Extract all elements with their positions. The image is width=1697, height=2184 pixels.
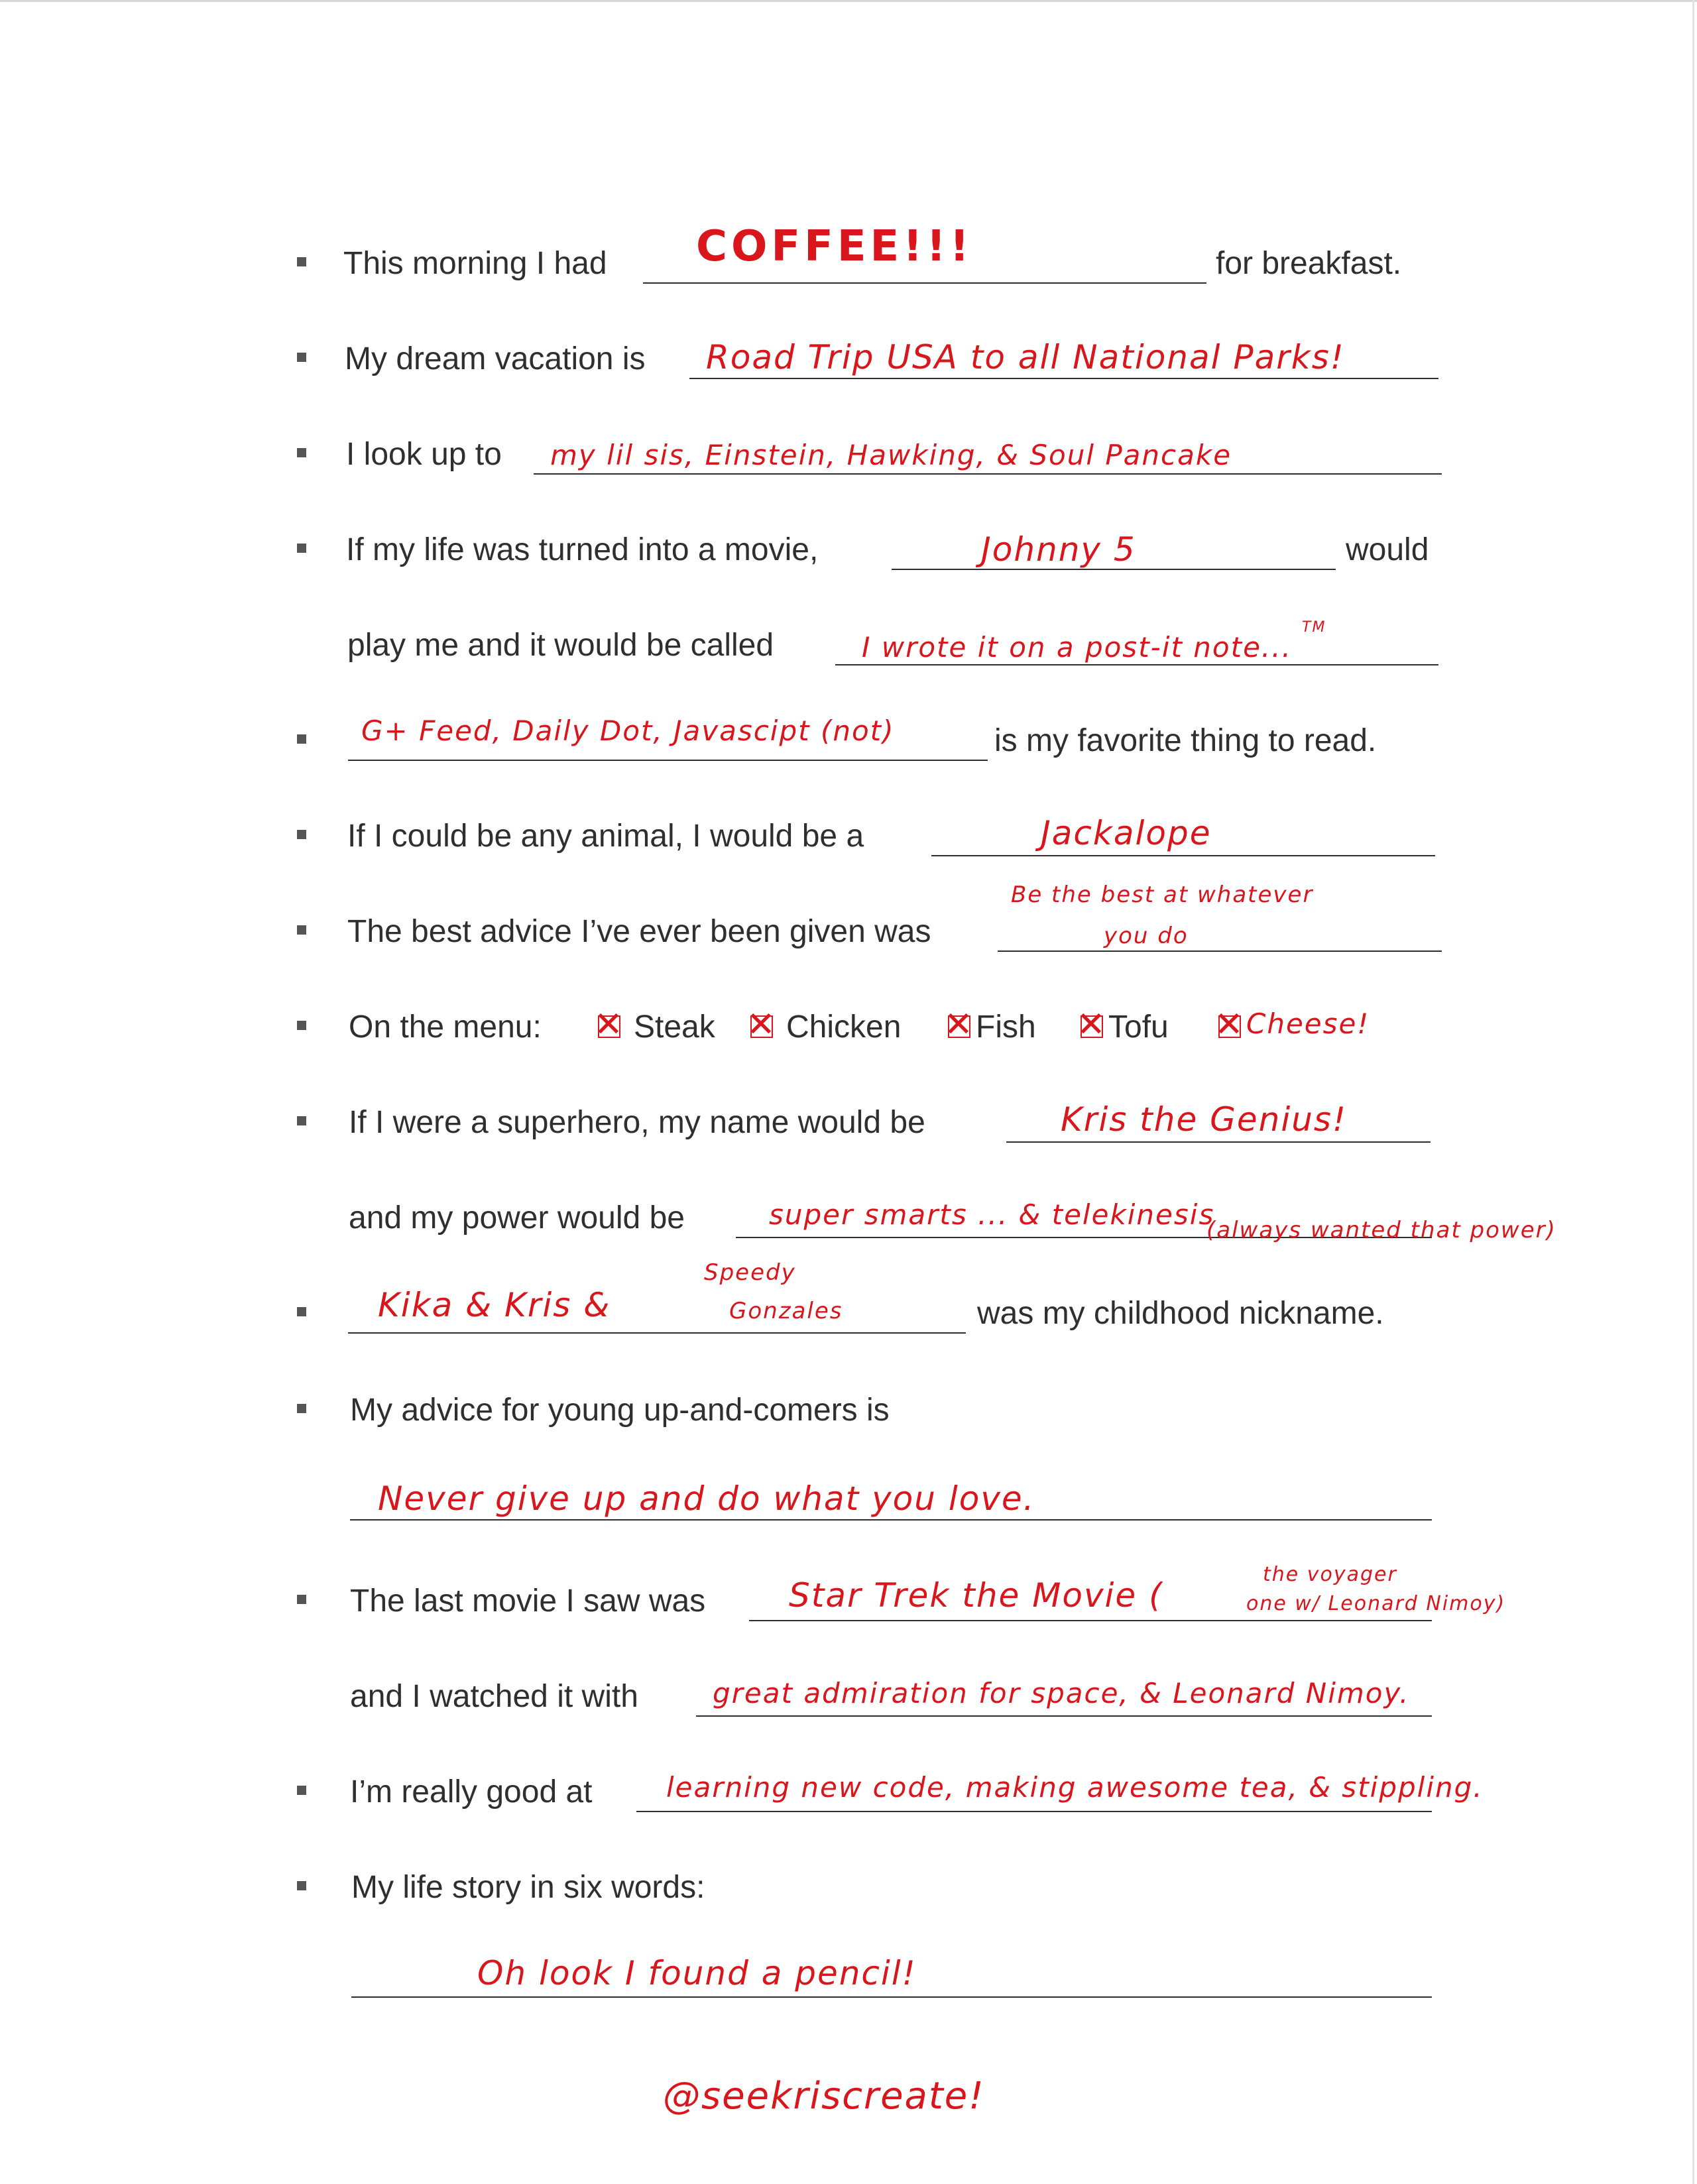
watched-with-answer: great admiration for space, & Leonard Nimoy.: [713, 1677, 1410, 1709]
menu-item-tofu: Tofu: [1108, 1009, 1169, 1045]
nickname-suffix: was my childhood nickname.: [977, 1296, 1384, 1331]
menu-item-fish: Fish: [976, 1009, 1036, 1045]
bullet: [297, 1116, 306, 1125]
signature-handle: @seekriscreate!: [663, 2075, 985, 2118]
bullet: [297, 1021, 306, 1030]
read-suffix: is my favorite thing to read.: [994, 723, 1377, 758]
movie-title-prefix: play me and it would be called: [347, 628, 774, 663]
bullet: [297, 1595, 306, 1604]
breakfast-prefix: This morning I had: [343, 246, 607, 281]
bullet: [297, 925, 306, 935]
good-at-answer: learning new code, making awesome tea, & stippling.: [666, 1771, 1484, 1804]
advice-young-prefix: My advice for young up-and-comers is: [350, 1393, 890, 1428]
vacation-blank[interactable]: [689, 378, 1438, 379]
trademark-mark: TM: [1302, 619, 1326, 636]
advice-given-answer-line2: you do: [1104, 923, 1189, 949]
six-words-answer: Oh look I found a pencil!: [477, 1954, 917, 1992]
advice-young-blank[interactable]: [350, 1519, 1432, 1521]
bullet: [297, 1307, 306, 1316]
last-movie-answer-bottom: one w/ Leonard Nimoy): [1246, 1592, 1506, 1615]
menu-prefix: On the menu:: [349, 1009, 542, 1045]
advice-given-prefix: The best advice I’ve ever been given was: [347, 914, 931, 949]
bullet: [297, 1404, 306, 1413]
superhero-answer: Kris the Genius!: [1061, 1100, 1347, 1139]
menu-item-cheese: Cheese!: [1246, 1007, 1370, 1040]
advice-young-answer: Never give up and do what you love.: [378, 1479, 1035, 1518]
movie-title-answer: I wrote it on a post-it note...: [862, 631, 1292, 663]
check-x-icon: ✕: [746, 1005, 776, 1045]
breakfast-suffix: for breakfast.: [1216, 246, 1402, 281]
breakfast-answer: COFFEE!!!: [696, 222, 973, 271]
superhero-blank[interactable]: [1006, 1141, 1431, 1143]
movie-blank[interactable]: [892, 569, 1336, 570]
superhero-prefix: If I were a superhero, my name would be: [349, 1105, 925, 1140]
good-at-blank[interactable]: [636, 1811, 1432, 1812]
nickname-answer-b1: Speedy: [704, 1259, 796, 1286]
last-movie-answer: Star Trek the Movie (: [789, 1576, 1163, 1615]
watched-with-prefix: and I watched it with: [350, 1679, 638, 1714]
lookup-answer: my lil sis, Einstein, Hawking, & Soul Pancake: [550, 439, 1232, 471]
good-at-prefix: I’m really good at: [350, 1774, 593, 1810]
bullet: [297, 448, 306, 457]
six-words-blank[interactable]: [351, 1996, 1432, 1998]
watched-with-blank[interactable]: [696, 1715, 1432, 1717]
movie-answer: Johnny 5: [981, 530, 1136, 569]
animal-blank[interactable]: [931, 855, 1435, 856]
bullet: [297, 353, 306, 362]
animal-prefix: If I could be any animal, I would be a: [347, 819, 864, 854]
movie-prefix: If my life was turned into a movie,: [346, 532, 819, 567]
check-x-icon: ✕: [944, 1005, 973, 1045]
movie-suffix: would: [1346, 532, 1429, 567]
lookup-prefix: I look up to: [346, 437, 502, 472]
vacation-answer: Road Trip USA to all National Parks!: [706, 338, 1345, 376]
nickname-answer-b2: Gonzales: [729, 1298, 843, 1324]
bullet: [297, 257, 306, 266]
movie-title-blank[interactable]: [835, 664, 1438, 665]
six-words-prefix: My life story in six words:: [351, 1870, 705, 1905]
nickname-blank[interactable]: [348, 1332, 966, 1334]
animal-answer: Jackalope: [1041, 814, 1212, 852]
menu-item-steak: Steak: [634, 1009, 715, 1045]
check-x-icon: ✕: [594, 1005, 623, 1045]
check-x-icon: ✕: [1077, 1005, 1106, 1045]
menu-item-chicken: Chicken: [786, 1009, 902, 1045]
bullet: [297, 544, 306, 553]
lookup-blank[interactable]: [534, 473, 1442, 475]
read-blank[interactable]: [348, 760, 988, 761]
bullet: [297, 1786, 306, 1795]
last-movie-prefix: The last movie I saw was: [350, 1583, 706, 1619]
check-x-icon: ✕: [1214, 1005, 1244, 1045]
last-movie-blank[interactable]: [749, 1620, 1432, 1621]
nickname-answer-a: Kika & Kris &: [378, 1286, 611, 1324]
bullet: [297, 1881, 306, 1890]
last-movie-answer-top: the voyager: [1263, 1563, 1397, 1586]
bullet: [297, 830, 306, 839]
read-answer: G+ Feed, Daily Dot, Javascipt (not): [361, 715, 895, 747]
advice-given-blank[interactable]: [998, 950, 1442, 952]
advice-given-answer-line1: Be the best at whatever: [1011, 882, 1314, 908]
bullet: [297, 734, 306, 744]
breakfast-blank[interactable]: [643, 282, 1206, 284]
power-answer: super smarts ... & telekinesis: [769, 1198, 1215, 1231]
vacation-prefix: My dream vacation is: [345, 341, 646, 376]
power-answer-aside: (always wanted that power): [1206, 1217, 1556, 1243]
power-prefix: and my power would be: [349, 1200, 685, 1236]
